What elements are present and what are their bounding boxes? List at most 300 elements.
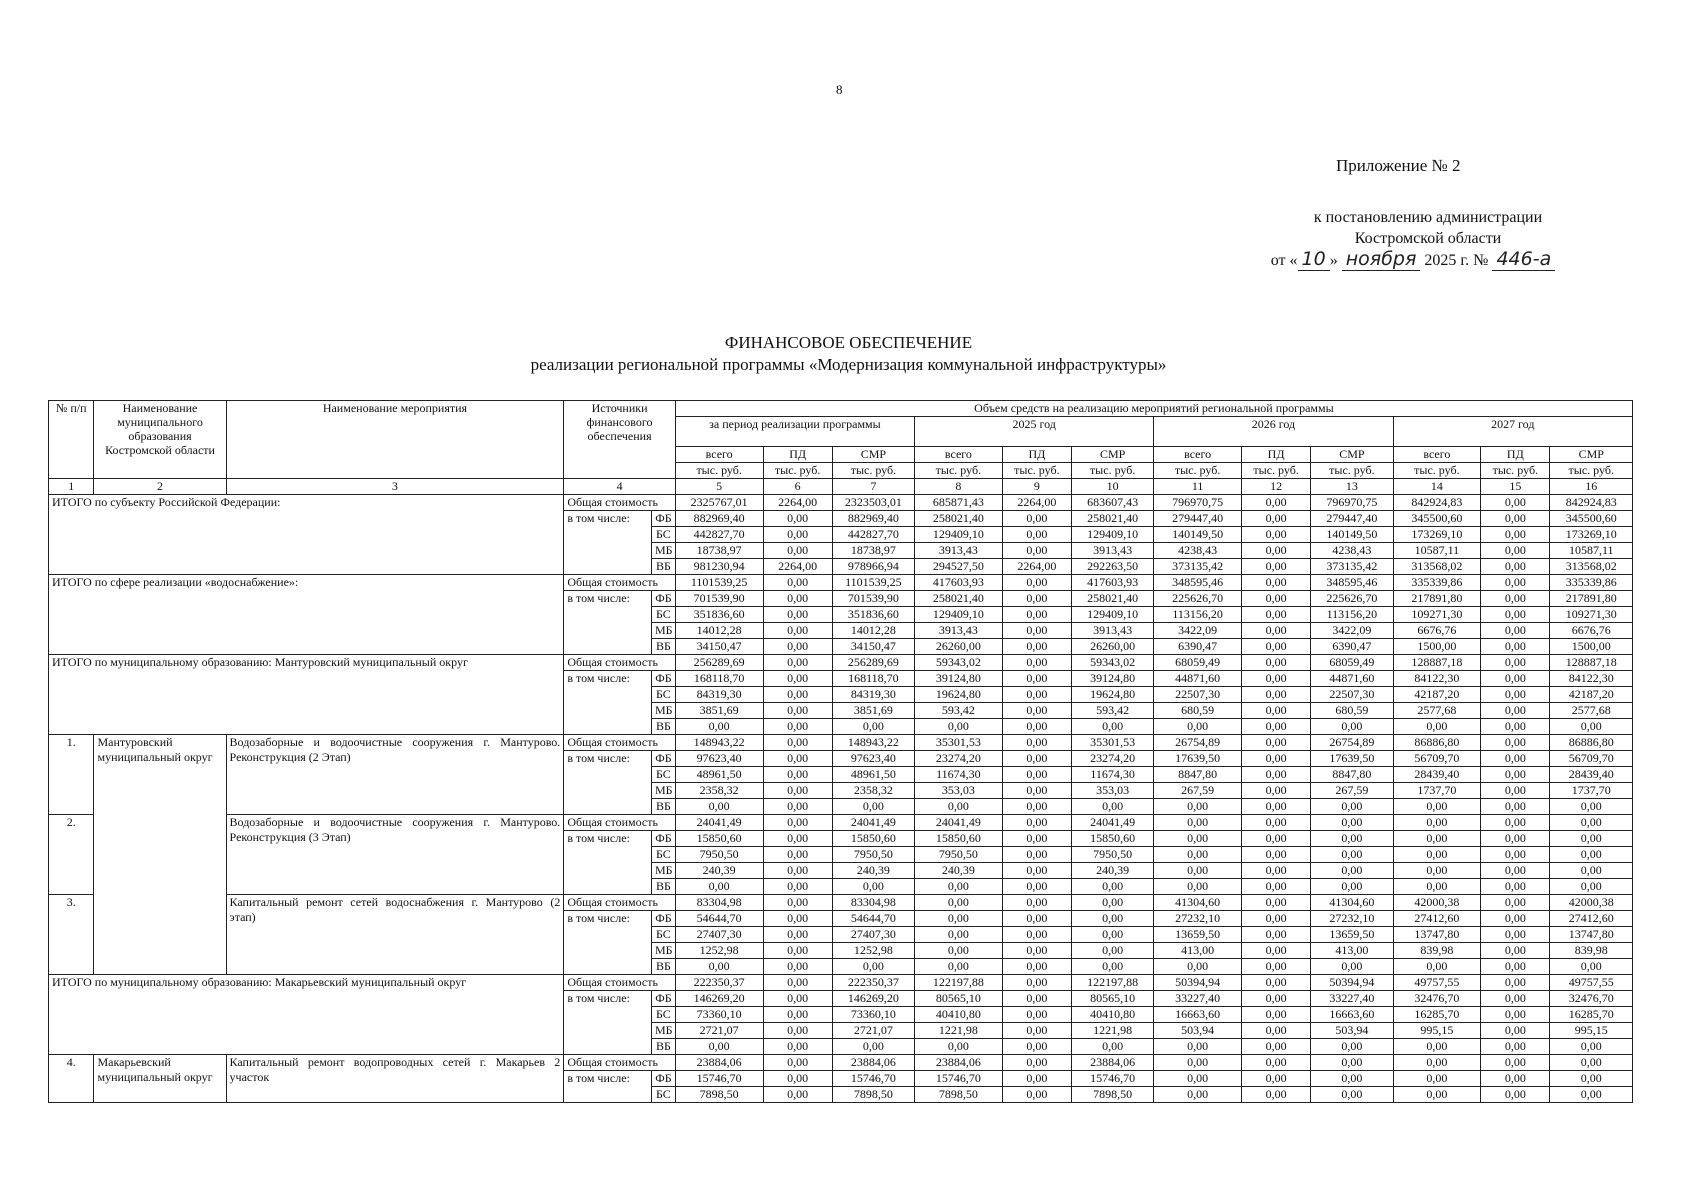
appendix-label: Приложение № 2 (1336, 156, 1461, 175)
value-cell: 23884,06 (915, 1055, 1003, 1071)
event-name: Водозаборные и водоочистные сооружения г. Мантурово. Реконструкция (2 Этап) (226, 735, 564, 815)
header-unit-0-2: тыс. руб. (832, 463, 914, 479)
value-cell: 15850,60 (675, 831, 763, 847)
value-cell: 42000,38 (1550, 895, 1633, 911)
value-cell: 3851,69 (832, 703, 914, 719)
value-cell: 0,00 (1481, 767, 1550, 783)
value-cell: 0,00 (675, 719, 763, 735)
value-cell: 0,00 (1072, 927, 1154, 943)
value-cell: 84319,30 (675, 687, 763, 703)
municipality-name: Мантуровский муниципальный округ (94, 735, 226, 975)
value-cell: 413,00 (1154, 943, 1242, 959)
value-cell: 2264,00 (763, 559, 832, 575)
value-cell: 32476,70 (1550, 991, 1633, 1007)
value-cell: 0,00 (1481, 607, 1550, 623)
value-cell: 279447,40 (1154, 511, 1242, 527)
value-cell: 0,00 (1481, 799, 1550, 815)
value-cell: 0,00 (1241, 511, 1310, 527)
value-cell: 0,00 (832, 799, 914, 815)
value-cell: 27232,10 (1154, 911, 1242, 927)
value-cell: 11674,30 (915, 767, 1003, 783)
value-cell: 0,00 (763, 895, 832, 911)
header-sub-2-0: всего (1154, 447, 1242, 463)
value-cell: 701539,90 (675, 591, 763, 607)
value-cell: 0,00 (1002, 879, 1071, 895)
source-code: МБ (652, 703, 676, 719)
municipality-name: Макарьевский муниципальный округ (94, 1055, 226, 1103)
value-cell: 2264,00 (763, 495, 832, 511)
value-cell: 35301,53 (915, 735, 1003, 751)
value-cell: 0,00 (1481, 687, 1550, 703)
source-code: ВБ (652, 879, 676, 895)
header-volume: Объем средств на реализацию мероприятий региональной программы (675, 401, 1632, 417)
value-cell: 0,00 (1002, 655, 1071, 671)
value-cell: 86886,80 (1550, 735, 1633, 751)
column-number: 15 (1481, 479, 1550, 495)
value-cell: 40410,80 (1072, 1007, 1154, 1023)
value-cell: 882969,40 (832, 511, 914, 527)
value-cell: 0,00 (1002, 527, 1071, 543)
header-sub-3-1: ПД (1481, 447, 1550, 463)
value-cell: 42187,20 (1550, 687, 1633, 703)
source-incl-label: в том числе: (564, 751, 652, 815)
table-row (49, 575, 1633, 591)
value-cell: 0,00 (1154, 847, 1242, 863)
value-cell: 0,00 (832, 1039, 914, 1055)
value-cell: 593,42 (1072, 703, 1154, 719)
table-row (49, 895, 1633, 911)
source-incl-label: в том числе: (564, 591, 652, 655)
value-cell: 4238,43 (1311, 543, 1393, 559)
value-cell: 0,00 (1154, 959, 1242, 975)
value-cell: 335339,86 (1550, 575, 1633, 591)
value-cell: 0,00 (1241, 1087, 1310, 1103)
value-cell: 0,00 (1481, 815, 1550, 831)
value-cell: 2358,32 (832, 783, 914, 799)
value-cell: 0,00 (763, 847, 832, 863)
source-code: МБ (652, 943, 676, 959)
value-cell: 0,00 (1481, 495, 1550, 511)
value-cell: 0,00 (763, 591, 832, 607)
value-cell: 0,00 (1002, 735, 1071, 751)
value-cell: 39124,80 (915, 671, 1003, 687)
header-unit-3-0: тыс. руб. (1393, 463, 1481, 479)
value-cell: 0,00 (1311, 815, 1393, 831)
header-unit-1-2: тыс. руб. (1072, 463, 1154, 479)
value-cell: 80565,10 (915, 991, 1003, 1007)
column-number: 7 (832, 479, 914, 495)
value-cell: 0,00 (1393, 1087, 1481, 1103)
value-cell: 0,00 (1550, 847, 1633, 863)
value-cell: 0,00 (1393, 1039, 1481, 1055)
value-cell: 0,00 (1154, 831, 1242, 847)
value-cell: 225626,70 (1311, 591, 1393, 607)
value-cell: 14012,28 (675, 623, 763, 639)
value-cell: 0,00 (675, 879, 763, 895)
value-cell: 27232,10 (1311, 911, 1393, 927)
value-cell: 0,00 (763, 735, 832, 751)
source-code: МБ (652, 623, 676, 639)
item-number: 1. (49, 735, 94, 815)
value-cell: 217891,80 (1393, 591, 1481, 607)
value-cell: 0,00 (832, 959, 914, 975)
value-cell: 0,00 (1154, 879, 1242, 895)
document-title (0, 332, 1697, 376)
value-cell: 0,00 (1481, 975, 1550, 991)
value-cell: 0,00 (1154, 815, 1242, 831)
column-number: 8 (915, 479, 1003, 495)
source-code: ФБ (652, 911, 676, 927)
value-cell: 0,00 (1393, 1055, 1481, 1071)
value-cell: 0,00 (1072, 1039, 1154, 1055)
header-unit-0-0: тыс. руб. (675, 463, 763, 479)
column-number: 9 (1002, 479, 1071, 495)
header-sub-0-0: всего (675, 447, 763, 463)
value-cell: 0,00 (763, 943, 832, 959)
value-cell: 685871,43 (915, 495, 1003, 511)
value-cell: 0,00 (1241, 927, 1310, 943)
source-code: ВБ (652, 719, 676, 735)
value-cell: 54644,70 (675, 911, 763, 927)
title-line-1: ФИНАНСОВОЕ ОБЕСПЕЧЕНИЕ (724, 333, 973, 352)
value-cell: 22507,30 (1311, 687, 1393, 703)
value-cell: 2323503,01 (832, 495, 914, 511)
value-cell: 413,00 (1311, 943, 1393, 959)
source-incl-label: в том числе: (564, 511, 652, 575)
value-cell: 0,00 (1481, 735, 1550, 751)
event-name: Капитальный ремонт сетей водоснабжения г. Мантурово (2 этап) (226, 895, 564, 975)
value-cell: 0,00 (763, 655, 832, 671)
value-cell: 0,00 (1311, 959, 1393, 975)
value-cell: 0,00 (763, 719, 832, 735)
value-cell: 22507,30 (1154, 687, 1242, 703)
value-cell: 13747,80 (1393, 927, 1481, 943)
value-cell: 0,00 (1002, 927, 1071, 943)
value-cell: 279447,40 (1311, 511, 1393, 527)
value-cell: 0,00 (763, 623, 832, 639)
value-cell: 0,00 (1481, 927, 1550, 943)
value-cell: 0,00 (1002, 895, 1071, 911)
header-unit-0-1: тыс. руб. (763, 463, 832, 479)
value-cell: 0,00 (1002, 623, 1071, 639)
value-cell: 68059,49 (1154, 655, 1242, 671)
value-cell: 15746,70 (832, 1071, 914, 1087)
table-row (49, 1055, 1633, 1071)
value-cell: 80565,10 (1072, 991, 1154, 1007)
value-cell: 442827,70 (675, 527, 763, 543)
value-cell: 0,00 (1311, 719, 1393, 735)
value-cell: 13659,50 (1154, 927, 1242, 943)
value-cell: 0,00 (1002, 847, 1071, 863)
value-cell: 0,00 (915, 959, 1003, 975)
value-cell: 59343,02 (1072, 655, 1154, 671)
value-cell: 1101539,25 (832, 575, 914, 591)
value-cell: 7898,50 (832, 1087, 914, 1103)
value-cell: 0,00 (1241, 559, 1310, 575)
value-cell: 335339,86 (1393, 575, 1481, 591)
value-cell: 0,00 (1311, 799, 1393, 815)
value-cell: 0,00 (1072, 719, 1154, 735)
value-cell: 240,39 (1072, 863, 1154, 879)
header-sub-3-0: всего (1393, 447, 1481, 463)
value-cell: 6676,76 (1550, 623, 1633, 639)
value-cell: 0,00 (1002, 1055, 1071, 1071)
value-cell: 442827,70 (832, 527, 914, 543)
decree-year: 2025 г. № (1424, 252, 1489, 269)
value-cell: 50394,94 (1154, 975, 1242, 991)
value-cell: 0,00 (1481, 543, 1550, 559)
value-cell: 18738,97 (832, 543, 914, 559)
value-cell: 3913,43 (915, 623, 1003, 639)
value-cell: 23274,20 (915, 751, 1003, 767)
value-cell: 593,42 (915, 703, 1003, 719)
value-cell: 0,00 (763, 991, 832, 1007)
value-cell: 2577,68 (1393, 703, 1481, 719)
value-cell: 2577,68 (1550, 703, 1633, 719)
value-cell: 0,00 (1241, 991, 1310, 1007)
value-cell: 109271,30 (1393, 607, 1481, 623)
value-cell: 8847,80 (1311, 767, 1393, 783)
value-cell: 0,00 (1072, 959, 1154, 975)
value-cell: 0,00 (763, 527, 832, 543)
decree-day-handwritten: 10 (1298, 248, 1330, 271)
value-cell: 0,00 (1393, 847, 1481, 863)
value-cell: 48961,50 (832, 767, 914, 783)
header-sub-2-2: СМР (1311, 447, 1393, 463)
value-cell: 0,00 (1550, 1071, 1633, 1087)
value-cell: 24041,49 (832, 815, 914, 831)
value-cell: 417603,93 (915, 575, 1003, 591)
value-cell: 683607,43 (1072, 495, 1154, 511)
value-cell: 351836,60 (832, 607, 914, 623)
value-cell: 16285,70 (1550, 1007, 1633, 1023)
value-cell: 0,00 (1241, 671, 1310, 687)
event-name: Капитальный ремонт водопроводных сетей г. Макарьев 2 участок (226, 1055, 564, 1103)
value-cell: 0,00 (1002, 783, 1071, 799)
value-cell: 0,00 (1002, 639, 1071, 655)
source-code: ФБ (652, 511, 676, 527)
total-row-title: ИТОГО по муниципальному образованию: Макарьевский муниципальный округ (49, 975, 564, 1055)
column-number: 13 (1311, 479, 1393, 495)
value-cell: 0,00 (1154, 1039, 1242, 1055)
value-cell: 882969,40 (675, 511, 763, 527)
value-cell: 0,00 (1550, 863, 1633, 879)
source-code: БС (652, 927, 676, 943)
value-cell: 0,00 (1002, 719, 1071, 735)
value-cell: 839,98 (1393, 943, 1481, 959)
value-cell: 17639,50 (1311, 751, 1393, 767)
value-cell: 222350,37 (832, 975, 914, 991)
value-cell: 0,00 (915, 895, 1003, 911)
value-cell: 0,00 (1241, 1007, 1310, 1023)
value-cell: 0,00 (915, 943, 1003, 959)
value-cell: 0,00 (1241, 847, 1310, 863)
table-row (49, 815, 1633, 831)
value-cell: 680,59 (1311, 703, 1393, 719)
value-cell: 0,00 (1550, 1039, 1633, 1055)
value-cell: 1221,98 (915, 1023, 1003, 1039)
value-cell: 0,00 (1154, 1087, 1242, 1103)
value-cell: 1500,00 (1550, 639, 1633, 655)
value-cell: 113156,20 (1311, 607, 1393, 623)
source-total-label: Общая стоимость (564, 735, 676, 751)
value-cell: 0,00 (1002, 543, 1071, 559)
value-cell: 7898,50 (1072, 1087, 1154, 1103)
value-cell: 0,00 (1311, 1087, 1393, 1103)
value-cell: 42187,20 (1393, 687, 1481, 703)
value-cell: 27407,30 (675, 927, 763, 943)
value-cell: 19624,80 (915, 687, 1003, 703)
value-cell: 0,00 (1002, 671, 1071, 687)
header-sub-1-1: ПД (1002, 447, 1071, 463)
value-cell: 0,00 (1481, 847, 1550, 863)
value-cell: 351836,60 (675, 607, 763, 623)
value-cell: 701539,90 (832, 591, 914, 607)
header-period-2025: 2025 год (915, 417, 1154, 447)
value-cell: 26754,89 (1311, 735, 1393, 751)
value-cell: 0,00 (1481, 863, 1550, 879)
value-cell: 3422,09 (1311, 623, 1393, 639)
value-cell: 129409,10 (1072, 527, 1154, 543)
source-total-label: Общая стоимость (564, 1055, 676, 1071)
value-cell: 33227,40 (1154, 991, 1242, 1007)
value-cell: 15850,60 (1072, 831, 1154, 847)
value-cell: 0,00 (1002, 991, 1071, 1007)
value-cell: 146269,20 (832, 991, 914, 1007)
value-cell: 0,00 (915, 879, 1003, 895)
value-cell: 44871,60 (1311, 671, 1393, 687)
source-total-label: Общая стоимость (564, 815, 676, 831)
value-cell: 128887,18 (1550, 655, 1633, 671)
source-total-label: Общая стоимость (564, 495, 676, 511)
value-cell: 32476,70 (1393, 991, 1481, 1007)
value-cell: 129409,10 (1072, 607, 1154, 623)
value-cell: 0,00 (1241, 591, 1310, 607)
value-cell: 0,00 (1002, 1071, 1071, 1087)
value-cell: 0,00 (915, 927, 1003, 943)
value-cell: 113156,20 (1154, 607, 1242, 623)
column-number: 5 (675, 479, 763, 495)
column-number: 11 (1154, 479, 1242, 495)
value-cell: 222350,37 (675, 975, 763, 991)
value-cell: 0,00 (1002, 687, 1071, 703)
source-code: БС (652, 1087, 676, 1103)
value-cell: 0,00 (1002, 975, 1071, 991)
source-incl-label: в том числе: (564, 671, 652, 735)
item-number: 2. (49, 815, 94, 895)
value-cell: 0,00 (763, 511, 832, 527)
value-cell: 0,00 (1241, 799, 1310, 815)
value-cell: 0,00 (1241, 943, 1310, 959)
column-number: 3 (226, 479, 564, 495)
value-cell: 0,00 (1393, 1071, 1481, 1087)
value-cell: 0,00 (1241, 543, 1310, 559)
value-cell: 27412,60 (1393, 911, 1481, 927)
value-cell: 0,00 (1481, 1023, 1550, 1039)
value-cell: 34150,47 (675, 639, 763, 655)
value-cell: 796970,75 (1311, 495, 1393, 511)
value-cell: 0,00 (832, 719, 914, 735)
column-number: 12 (1241, 479, 1310, 495)
column-number: 10 (1072, 479, 1154, 495)
value-cell: 0,00 (1241, 975, 1310, 991)
value-cell: 0,00 (1481, 959, 1550, 975)
value-cell: 40410,80 (915, 1007, 1003, 1023)
value-cell: 292263,50 (1072, 559, 1154, 575)
source-incl-label: в том числе: (564, 911, 652, 975)
value-cell: 0,00 (1241, 783, 1310, 799)
decree-number-handwritten: 446-а (1492, 248, 1555, 271)
value-cell: 0,00 (763, 975, 832, 991)
value-cell: 0,00 (1550, 719, 1633, 735)
value-cell: 0,00 (763, 911, 832, 927)
value-cell: 8847,80 (1154, 767, 1242, 783)
value-cell: 0,00 (763, 815, 832, 831)
value-cell: 2721,07 (675, 1023, 763, 1039)
value-cell: 24041,49 (675, 815, 763, 831)
value-cell: 0,00 (763, 767, 832, 783)
value-cell: 173269,10 (1393, 527, 1481, 543)
header-unit-2-0: тыс. руб. (1154, 463, 1242, 479)
source-code: ВБ (652, 639, 676, 655)
value-cell: 0,00 (1002, 767, 1071, 783)
value-cell: 373135,42 (1311, 559, 1393, 575)
value-cell: 0,00 (1550, 879, 1633, 895)
value-cell: 3851,69 (675, 703, 763, 719)
value-cell: 0,00 (763, 783, 832, 799)
table-body (49, 495, 1633, 1103)
value-cell: 0,00 (1002, 703, 1071, 719)
value-cell: 0,00 (763, 959, 832, 975)
header-unit-1-1: тыс. руб. (1002, 463, 1071, 479)
decree-line-2: Костромской области (1354, 230, 1502, 247)
value-cell: 267,59 (1311, 783, 1393, 799)
value-cell: 0,00 (1481, 623, 1550, 639)
value-cell: 24041,49 (915, 815, 1003, 831)
value-cell: 0,00 (915, 799, 1003, 815)
source-code: БС (652, 687, 676, 703)
value-cell: 0,00 (1002, 1039, 1071, 1055)
source-code: ФБ (652, 671, 676, 687)
value-cell: 294527,50 (915, 559, 1003, 575)
value-cell: 3422,09 (1154, 623, 1242, 639)
value-cell: 0,00 (1072, 895, 1154, 911)
value-cell: 10587,11 (1550, 543, 1633, 559)
header-unit-3-2: тыс. руб. (1550, 463, 1633, 479)
value-cell: 0,00 (1481, 591, 1550, 607)
value-cell: 54644,70 (832, 911, 914, 927)
value-cell: 217891,80 (1550, 591, 1633, 607)
value-cell: 0,00 (763, 1039, 832, 1055)
value-cell: 1737,70 (1550, 783, 1633, 799)
value-cell: 23884,06 (832, 1055, 914, 1071)
value-cell: 0,00 (763, 703, 832, 719)
value-cell: 0,00 (1481, 719, 1550, 735)
value-cell: 11674,30 (1072, 767, 1154, 783)
source-total-label: Общая стоимость (564, 895, 676, 911)
value-cell: 0,00 (763, 1007, 832, 1023)
value-cell: 49757,55 (1393, 975, 1481, 991)
value-cell: 14012,28 (832, 623, 914, 639)
value-cell: 353,03 (1072, 783, 1154, 799)
value-cell: 73360,10 (832, 1007, 914, 1023)
value-cell: 842924,83 (1550, 495, 1633, 511)
value-cell: 34150,47 (832, 639, 914, 655)
value-cell: 978966,94 (832, 559, 914, 575)
value-cell: 0,00 (1241, 687, 1310, 703)
value-cell: 26260,00 (915, 639, 1003, 655)
value-cell: 0,00 (1481, 559, 1550, 575)
